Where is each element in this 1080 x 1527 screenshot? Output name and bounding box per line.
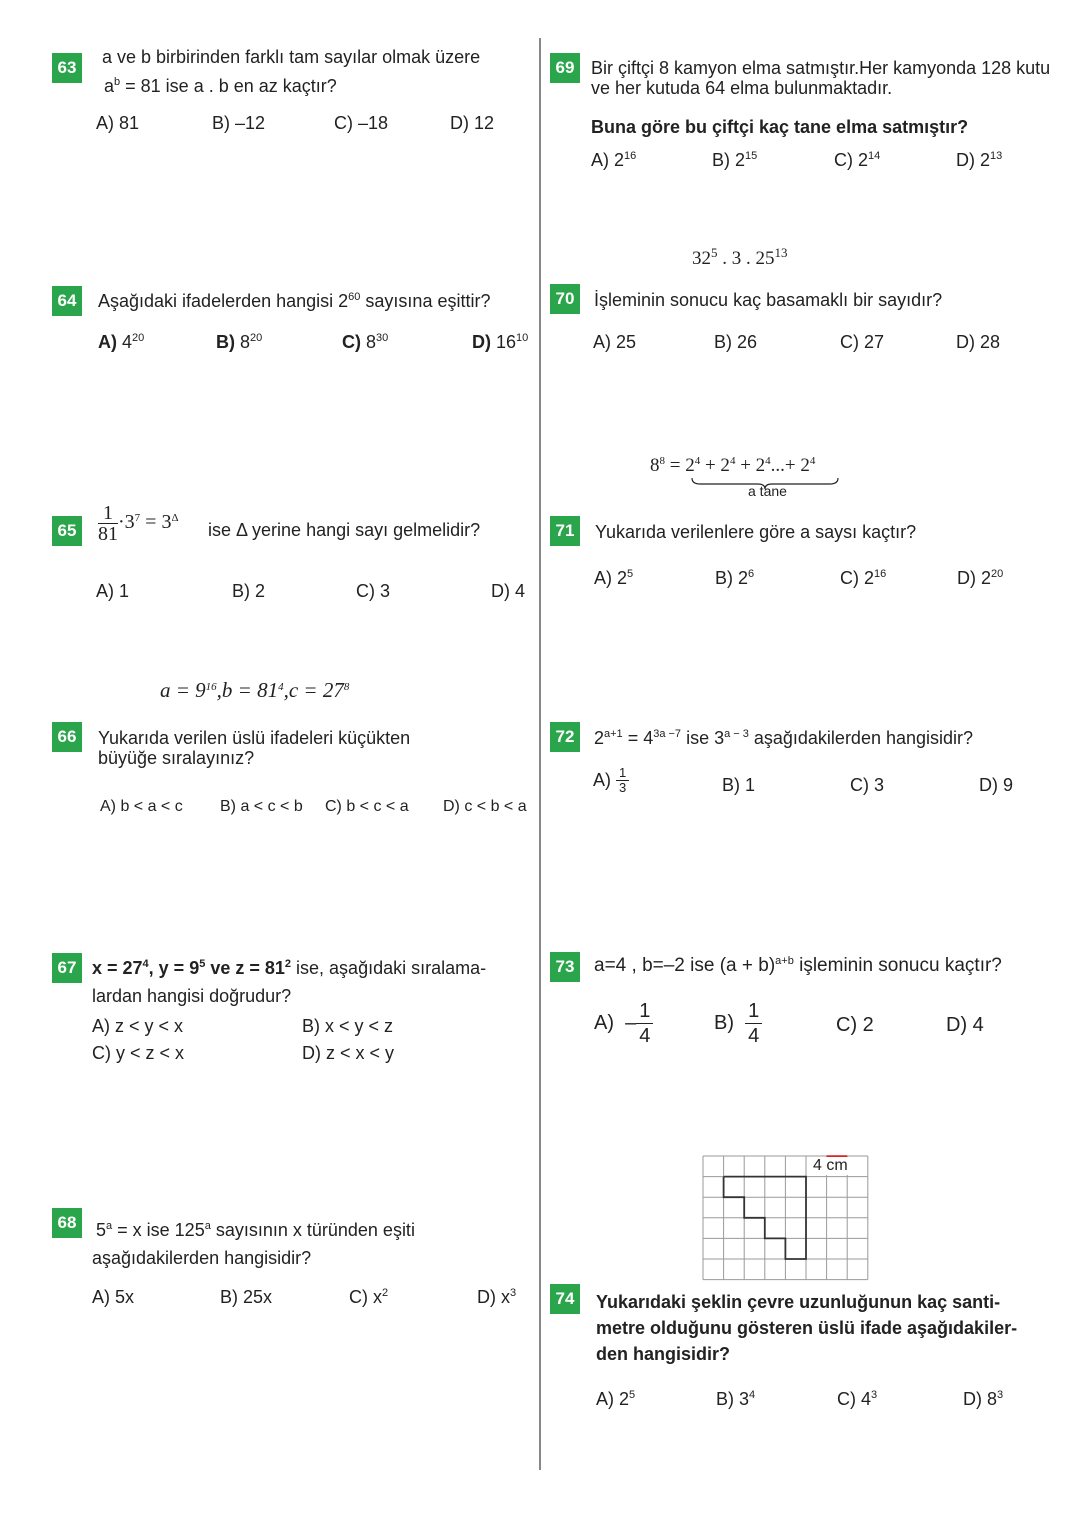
q71-formula: $8^8 = 2^4 + 2^4 + 2^4...+ 2^4$ [650, 455, 816, 476]
q74-grid-label: 4 cm [813, 1157, 848, 1174]
q63-option-c[interactable]: C) –18 [334, 113, 389, 133]
q70-option-a[interactable]: A) 25 [593, 332, 637, 352]
question-number-70: 70 [550, 284, 580, 314]
q65-option-d[interactable]: D) 4 [491, 581, 526, 601]
q71-option-c[interactable]: C) $2^{16}$ [840, 568, 887, 588]
question-number-64: 64 [52, 286, 82, 316]
q66-option-b[interactable]: B) a < c < b [220, 798, 303, 815]
q69-option-a[interactable]: A) $2^{16}$ [591, 150, 637, 170]
q64-option-b[interactable]: B) $8^{20}$ [216, 332, 263, 352]
q68-option-b[interactable]: B) 25x [220, 1287, 273, 1307]
q73-option-d[interactable]: D) 4 [946, 1014, 984, 1036]
q71-text: Yukarıda verilenlere göre a saysı kaçtır? [595, 522, 917, 542]
q67-line1: $x = 27^4$, $y = 9^5$ ve $z = 81^2$ ise, aşağıdaki sıralama- [92, 958, 487, 978]
q67-option-c[interactable]: C) y < z < x [92, 1043, 185, 1063]
q65-equation: $\frac{1}{81}$ $\cdot 3^7 = 3^\Delta$ [98, 502, 179, 545]
q66-formula: $a = 9^{16},b = 81^4,c = 27^8$ [160, 678, 350, 702]
q69-option-d[interactable]: D) $2^{13}$ [956, 150, 1003, 170]
q70-option-d[interactable]: D) 28 [956, 332, 1001, 352]
q72-option-d[interactable]: D) 9 [979, 775, 1014, 795]
q68-option-d[interactable]: D) $x^3$ [477, 1287, 517, 1307]
q69-line2: ve her kutuda 64 elma bulunmaktadır. [591, 78, 893, 98]
question-number-68: 68 [52, 1208, 82, 1238]
question-number-66: 66 [52, 722, 82, 752]
q66-line1: Yukarıda verilen üslü ifadeleri küçükten [98, 728, 411, 748]
q69-line1: Bir çiftçi 8 kamyon elma satmıştır.Her kamyonda 128 kutu [591, 58, 1051, 78]
question-number-63: 63 [52, 53, 82, 83]
q74-option-d[interactable]: D) $8^3$ [963, 1389, 1004, 1409]
q73-option-b[interactable]: B) $\frac{1}{4}$ [714, 999, 762, 1048]
q74-line3: den hangisidir? [596, 1344, 731, 1364]
q69-option-c[interactable]: C) $2^{14}$ [834, 150, 881, 170]
question-number-73: 73 [550, 952, 580, 982]
question-number-69: 69 [550, 53, 580, 83]
q72-option-a[interactable]: A) $\frac{1}{3}$ [593, 766, 629, 795]
q63-line1: a ve b birbirinden farklı tam sayılar olmak üzere [102, 47, 481, 67]
q69-option-b[interactable]: B) $2^{15}$ [712, 150, 758, 170]
q66-option-a[interactable]: A) b < a < c [100, 798, 183, 815]
q73-text: a=4 , b=–2 ise $(a + b)^{a+b}$ işleminin sonucu kaçtır? [594, 955, 1002, 976]
q63-option-b[interactable]: B) –12 [212, 113, 266, 133]
q63-line2: $a^b = 81$ ise a . b en az kaçtır? [104, 76, 337, 96]
q72-text: $2^{a+1} = 4^{3a -7}$ ise $3^{a - 3}$ aşağıdakilerden hangisidir? [594, 728, 974, 748]
q71-brace-label: a tane [748, 483, 787, 499]
q74-line2: metre olduğunu gösteren üslü ifade aşağıdakiler- [596, 1318, 1018, 1338]
q68-option-a[interactable]: A) 5x [92, 1287, 135, 1307]
column-divider [539, 38, 541, 1470]
q73-option-c[interactable]: C) 2 [836, 1014, 874, 1036]
q71-option-b[interactable]: B) $2^6$ [715, 568, 755, 588]
q71-option-a[interactable]: A) $2^5$ [594, 568, 634, 588]
q64-option-d[interactable]: D) $16^{10}$ [472, 332, 529, 352]
question-number-71: 71 [550, 516, 580, 546]
q70-formula: $32^5$ . 3 . $25^{13}$ [692, 245, 788, 269]
q68-option-c[interactable]: C) $x^2$ [349, 1287, 389, 1307]
q70-option-c[interactable]: C) 27 [840, 332, 885, 352]
question-number-74: 74 [550, 1284, 580, 1314]
q64-option-c[interactable]: C) $8^{30}$ [342, 332, 389, 352]
q74-line1: Yukarıdaki şeklin çevre uzunluğunun kaç santi- [596, 1292, 1001, 1312]
q63-option-a[interactable]: A) 81 [96, 113, 140, 133]
q63-option-d[interactable]: D) 12 [450, 113, 495, 133]
question-number-67: 67 [52, 953, 82, 983]
q66-option-c[interactable]: C) b < c < a [325, 798, 409, 815]
question-number-65: 65 [52, 516, 82, 546]
q67-line2: lardan hangisi doğrudur? [92, 986, 292, 1006]
q69-line3: Buna göre bu çiftçi kaç tane elma satmıştır? [591, 117, 969, 137]
q71-option-d[interactable]: D) $2^{20}$ [957, 568, 1004, 588]
q72-option-c[interactable]: C) 3 [850, 775, 885, 795]
q72-option-b[interactable]: B) 1 [722, 775, 756, 795]
q65-option-c[interactable]: C) 3 [356, 581, 391, 601]
q65-option-a[interactable]: A) 1 [96, 581, 130, 601]
q65-option-b[interactable]: B) 2 [232, 581, 266, 601]
q73-option-a[interactable]: A) – $\frac{1}{4}$ [594, 999, 653, 1048]
q68-line1: $5^a = x$ ise 125$^a$ sayısının x türünden eşiti [96, 1220, 415, 1240]
q64-option-a[interactable]: A) $4^{20}$ [98, 332, 145, 352]
q74-option-c[interactable]: C) $4^3$ [837, 1389, 878, 1409]
q64-text: Aşağıdaki ifadelerden hangisi $2^{60}$ sayısına eşittir? [98, 291, 491, 311]
q68-line2: aşağıdakilerden hangisidir? [92, 1248, 312, 1268]
q66-line2: büyüğe sıralayınız? [98, 748, 255, 768]
q74-option-a[interactable]: A) $2^5$ [596, 1389, 636, 1409]
question-number-72: 72 [550, 722, 580, 752]
q74-option-b[interactable]: B) $3^4$ [716, 1389, 756, 1409]
q67-option-a[interactable]: A) z < y < x [92, 1016, 184, 1036]
q70-text: İşleminin sonucu kaç basamaklı bir sayıdır? [594, 290, 943, 310]
q66-option-d[interactable]: D) c < b < a [443, 798, 527, 815]
q70-option-b[interactable]: B) 26 [714, 332, 758, 352]
q67-option-d[interactable]: D) z < x < y [302, 1043, 395, 1063]
q65-text: ise Δ yerine hangi sayı gelmelidir? [208, 520, 481, 540]
q67-option-b[interactable]: B) x < y < z [302, 1016, 394, 1036]
